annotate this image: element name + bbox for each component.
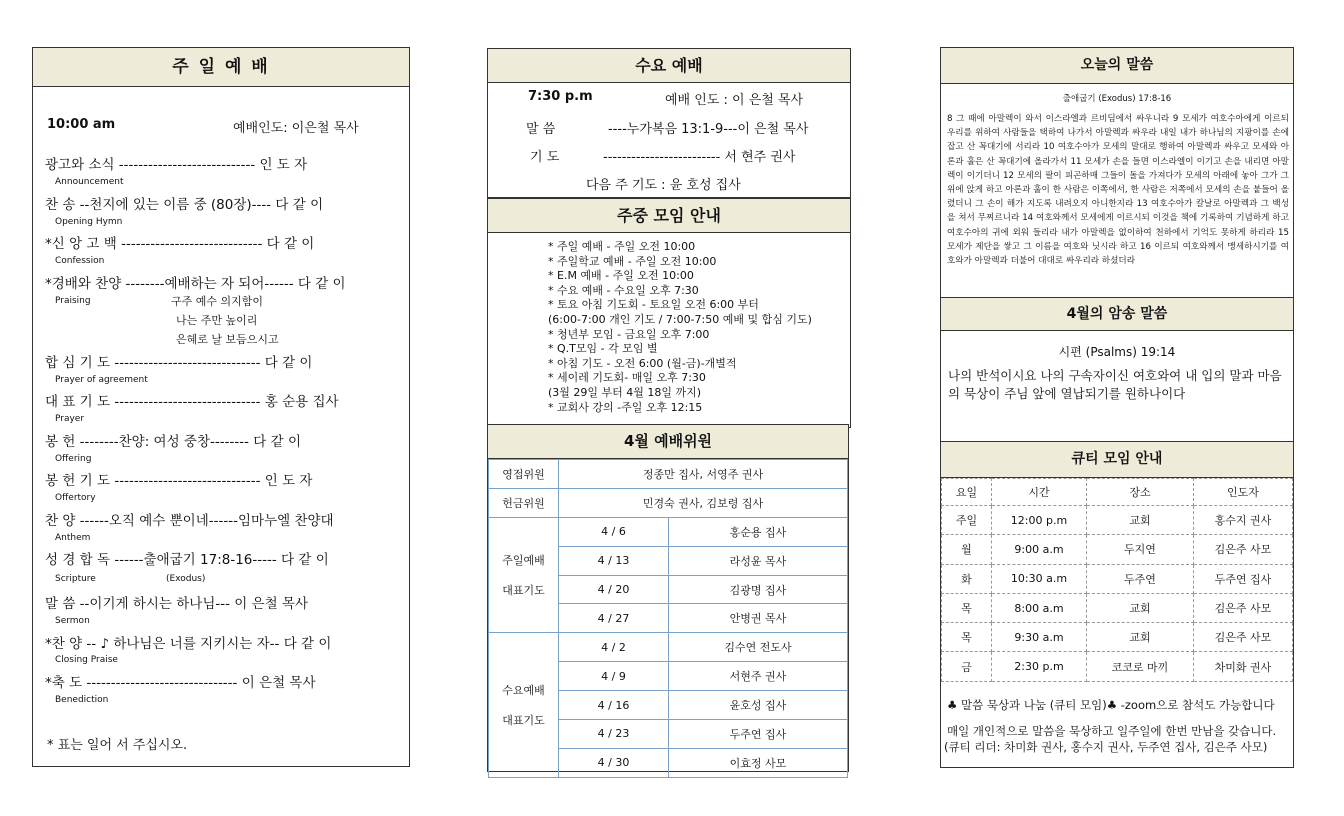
list-item: * 교회사 강의 -주일 오후 12:15 [548,400,703,414]
prayer-date: 4 / 27 [559,604,669,633]
qt-leader: 김은주 사모 [1194,535,1293,564]
order-item-confession: *신 앙 고 백 ----------------------------- 다 같 이 [45,236,315,252]
qt-place: 두주연 [1087,564,1194,593]
order-sub-prayer: Prayer [55,414,85,424]
todays-word-panel [940,47,1294,299]
lyric-line: 구주 예수 의지함이 [171,295,264,308]
order-sub-offering: Offering [55,454,92,464]
order-sub-sermon: Sermon [55,616,90,626]
wednesday-prayer-label: 기 도 [530,150,560,165]
wednesday-prayer: ------------------------- 서 현주 권사 [603,150,796,165]
order-item-closing-praise: *찬 양 -- ♪ 하나님은 너를 지키시는 자-- 다 같 이 [45,636,332,652]
qt-day: 월 [942,535,992,564]
prayer-date: 4 / 9 [559,662,669,691]
wednesday-sermon-label: 말 씀 [526,122,556,137]
prayer-name: 서현주 권사 [669,662,848,691]
order-sub-scripture-exodus: (Exodus) [166,574,206,584]
table-row [942,535,1293,564]
list-item: (3월 29일 부터 4월 18일 까지) [548,385,702,399]
qt-place: 교회 [1087,506,1194,535]
prayer-date: 4 / 16 [559,691,669,720]
order-sub-praising: Praising [55,296,91,306]
qt-time: 9:00 a.m [992,535,1087,564]
list-item: * 청년부 모임 - 금요일 오후 7:00 [548,327,710,341]
order-sub-closing-praise: Closing Praise [55,655,118,665]
qt-leaders-note: (큐티 리더: 차미화 권사, 홍수지 권사, 두주연 집사, 김은주 사모) [944,740,1268,754]
qt-header-time: 시간 [992,479,1087,506]
wednesday-prayer-label [489,633,559,777]
order-sub-anthem: Anthem [55,533,91,543]
april-committee-table [488,459,848,778]
qt-leader: 두주연 집사 [1194,564,1293,593]
memory-verse-panel [940,297,1294,442]
sunday-time: 10:00 am [47,117,116,132]
weekly-meetings-title: 주중 모임 안내 [488,198,850,233]
todays-word-reference: 출애굽기 (Exodus) 17:8-16 [1062,94,1172,104]
wednesday-sermon: ----누가복음 13:1-9---이 은철 목사 [608,122,809,137]
qt-time: 12:00 p.m [992,506,1087,535]
offering-names: 민경숙 권사, 김보령 집사 [559,488,848,517]
table-row [942,564,1293,593]
standing-note: * 표는 일어 서 주십시오. [47,738,188,753]
weekly-meetings-list [548,240,812,415]
list-item: * 아침 기도 - 오전 6:00 (월-금)-개별적 [548,356,737,370]
qt-leader: 차미화 권사 [1194,652,1293,681]
qt-time: 8:00 a.m [992,593,1087,622]
sunday-leader: 예배인도: 이은철 목사 [233,121,359,136]
qt-time: 9:30 a.m [992,623,1087,652]
prayer-name: 홍순용 집사 [669,517,848,546]
wednesday-prayer-label-line1: 수요예배 [502,684,545,698]
order-item-sermon: 말 씀 --이기게 하시는 하나님--- 이 은철 목사 [45,596,309,612]
qt-place: 두지연 [1087,535,1194,564]
table-row [942,506,1293,535]
usher-label: 영접위원 [489,460,559,489]
list-item: * 주일 예배 - 주일 오전 10:00 [548,240,696,253]
order-item-benediction: *축 도 ------------------------------- 이 은철 목사 [45,675,316,691]
list-item: * Q.T모임 - 각 모임 별 [548,342,658,356]
sunday-prayer-label [489,517,559,633]
usher-names: 정종만 집사, 서영주 권사 [559,460,848,489]
qt-day: 목 [942,623,992,652]
order-item-opening-hymn: 찬 송 --천지에 있는 이름 중 (80장)---- 다 같 이 [45,197,324,213]
prayer-name: 라성윤 목사 [669,546,848,575]
table-row [489,488,848,517]
qt-day: 목 [942,593,992,622]
wednesday-next-prayer: 다음 주 기도 : 윤 호성 집사 [586,178,741,193]
wednesday-worship-panel [487,48,851,198]
table-row [489,517,848,546]
qt-time: 2:30 p.m [992,652,1087,681]
qt-meeting-table [941,478,1293,682]
memory-verse-title: 4월의 암송 말씀 [941,297,1293,331]
list-item: * 수요 예배 - 수요일 오후 7:30 [548,283,699,297]
order-item-prayer-agreement: 합 심 기 도 ------------------------------ 다 같 이 [45,355,313,371]
prayer-name: 이효정 사모 [669,748,848,777]
table-row [489,633,848,662]
table-header-row [942,479,1293,506]
order-item-offertory: 봉 헌 기 도 ------------------------------ 인 도 자 [45,473,313,489]
list-item: (6:00-7:00 개인 기도 / 7:00-7:50 예배 및 합심 기도) [548,312,812,326]
list-item: * 토요 아침 기도회 - 토요일 오전 6:00 부터 [548,298,759,312]
memory-verse-text: 나의 반석이시요 나의 구속자이신 여호와여 내 입의 말과 마음의 묵상이 주님 앞에 열납되기를 원하나이다 [948,368,1282,401]
order-item-praising: *경배와 찬양 --------예배하는 자 되어------ 다 같 이 [45,276,346,292]
prayer-name: 김수연 전도사 [669,633,848,662]
prayer-name: 안병권 목사 [669,604,848,633]
qt-day: 화 [942,564,992,593]
prayer-date: 4 / 13 [559,546,669,575]
prayer-name: 윤호성 집사 [669,691,848,720]
wednesday-prayer-label-line2: 대표기도 [502,714,545,728]
list-item: * E.M 예배 - 주일 오전 10:00 [548,269,694,283]
qt-header-day: 요일 [942,479,992,506]
qt-day: 금 [942,652,992,681]
sunday-worship-title: 주 일 예 배 [33,48,409,87]
prayer-date: 4 / 23 [559,720,669,749]
prayer-name: 김광명 집사 [669,575,848,604]
lyric-line: 은혜로 날 보듬으시고 [176,333,279,346]
order-item-anthem: 찬 양 ------오직 예수 뿐이네------임마누엘 찬양대 [45,513,334,529]
sunday-worship-panel [32,47,410,767]
prayer-date: 4 / 30 [559,748,669,777]
wednesday-time: 7:30 p.m [528,89,593,104]
qt-leader: 김은주 사모 [1194,593,1293,622]
qt-place: 교회 [1087,593,1194,622]
table-row [489,460,848,489]
april-committee-panel [487,424,849,772]
prayer-date: 4 / 6 [559,517,669,546]
order-sub-offertory: Offertory [55,493,96,503]
memory-verse-reference: 시편 (Psalms) 19:14 [1058,345,1176,359]
order-sub-announcement: Announcement [55,177,124,187]
qt-place: 코코로 마끼 [1087,652,1194,681]
order-sub-opening-hymn: Opening Hymn [55,217,123,227]
qt-time: 10:30 a.m [992,564,1087,593]
wednesday-worship-title: 수요 예배 [488,49,850,83]
list-item: * 주일학교 예배 - 주일 오전 10:00 [548,254,717,268]
todays-word-title: 오늘의 말씀 [941,48,1293,84]
table-row [942,623,1293,652]
prayer-date: 4 / 20 [559,575,669,604]
qt-place: 교회 [1087,623,1194,652]
table-row [942,652,1293,681]
qt-description: 매일 개인적으로 말씀을 묵상하고 일주일에 한번 만남을 갖습니다. [947,724,1277,738]
order-item-prayer: 대 표 기 도 ------------------------------ 홍 순용 집사 [45,394,339,410]
list-item: * 세이레 기도회- 매일 오후 7:30 [548,371,706,385]
april-committee-title: 4월 예배위원 [488,425,848,459]
order-item-announcement: 광고와 소식 ---------------------------- 인 도 자 [45,157,308,173]
offering-label: 헌금위원 [489,488,559,517]
prayer-name: 두주연 집사 [669,720,848,749]
prayer-date: 4 / 2 [559,633,669,662]
weekly-meetings-panel [487,198,851,428]
order-sub-prayer-agreement: Prayer of agreement [55,375,148,385]
qt-header-place: 장소 [1087,479,1194,506]
qt-header-leader: 인도자 [1194,479,1293,506]
order-item-scripture: 성 경 합 독 ------출애굽기 17:8-16----- 다 같 이 [45,552,329,568]
order-item-offering: 봉 헌 --------찬양: 여성 중창-------- 다 같 이 [45,434,301,450]
todays-word-text: 8 그 때에 아말렉이 와서 이스라엘과 르비딤에서 싸우니라 9 모세가 여호수아에게 이르되 우리를 위하여 사람들을 택하여 나가서 아말렉과 싸우라 내일 내가 하나님의 지팡이를 손에 잡고 산 꼭대기에 서리라 10 여호수아가 모세의 말대로 행하여 아말렉과 싸우고 모세와 아론과 훌은 산 꼭대기에 올라가서 11 모세가 손을 들면 이스라엘이 이기고 손을 내리면 아말렉이 이기더니 12 모세의 팔이 피곤하매 그들이 돌을 가져다가 모세의 아래에 놓아 그가 그 위에 앉게 하고 아론과 훌이 한 사람은 이쪽에서, 한 사람은 저쪽에서 모세의 손을 붙들어 올렸더니 그 손이 해가 지도록 내려오지 아니한지라 13 여호수아가 칼날로 아말렉과 그 백성을 쳐서 무찌르니라 14 여호와께서 모세에게 이르시되 이것을 책에 기록하여 기념하게 하고 여호수아의 귀에 외워 들리라 내가 아말렉을 없이하여 천하에서 기억도 못하게 하리라 15 모세가 제단을 쌓고 그 이름을 여호와 닛시라 하고 16 이르되 여호와께서 맹세하시기를 여호와가 아말렉과 더불어 대대로 싸우리라 하셨더라 [947,114,1289,267]
qt-leader: 김은주 사모 [1194,623,1293,652]
qt-zoom-note: ♣ 말씀 묵상과 나눔 (큐티 모임)♣ -zoom으로 참석도 가능합니다 [947,698,1275,712]
table-row [942,593,1293,622]
order-sub-confession: Confession [55,256,105,266]
sunday-prayer-label-line1: 주일예배 [502,554,545,568]
qt-leader: 홍수지 권사 [1194,506,1293,535]
sunday-prayer-label-line2: 대표기도 [502,584,545,598]
order-sub-benediction: Benediction [55,695,109,705]
qt-meeting-panel [940,441,1294,768]
qt-meeting-title: 큐티 모임 안내 [941,442,1293,478]
order-sub-scripture: Scripture [55,574,96,584]
wednesday-leader: 예배 인도 : 이 은철 목사 [665,93,804,108]
qt-day: 주일 [942,506,992,535]
lyric-line: 나는 주만 높이리 [176,314,258,327]
